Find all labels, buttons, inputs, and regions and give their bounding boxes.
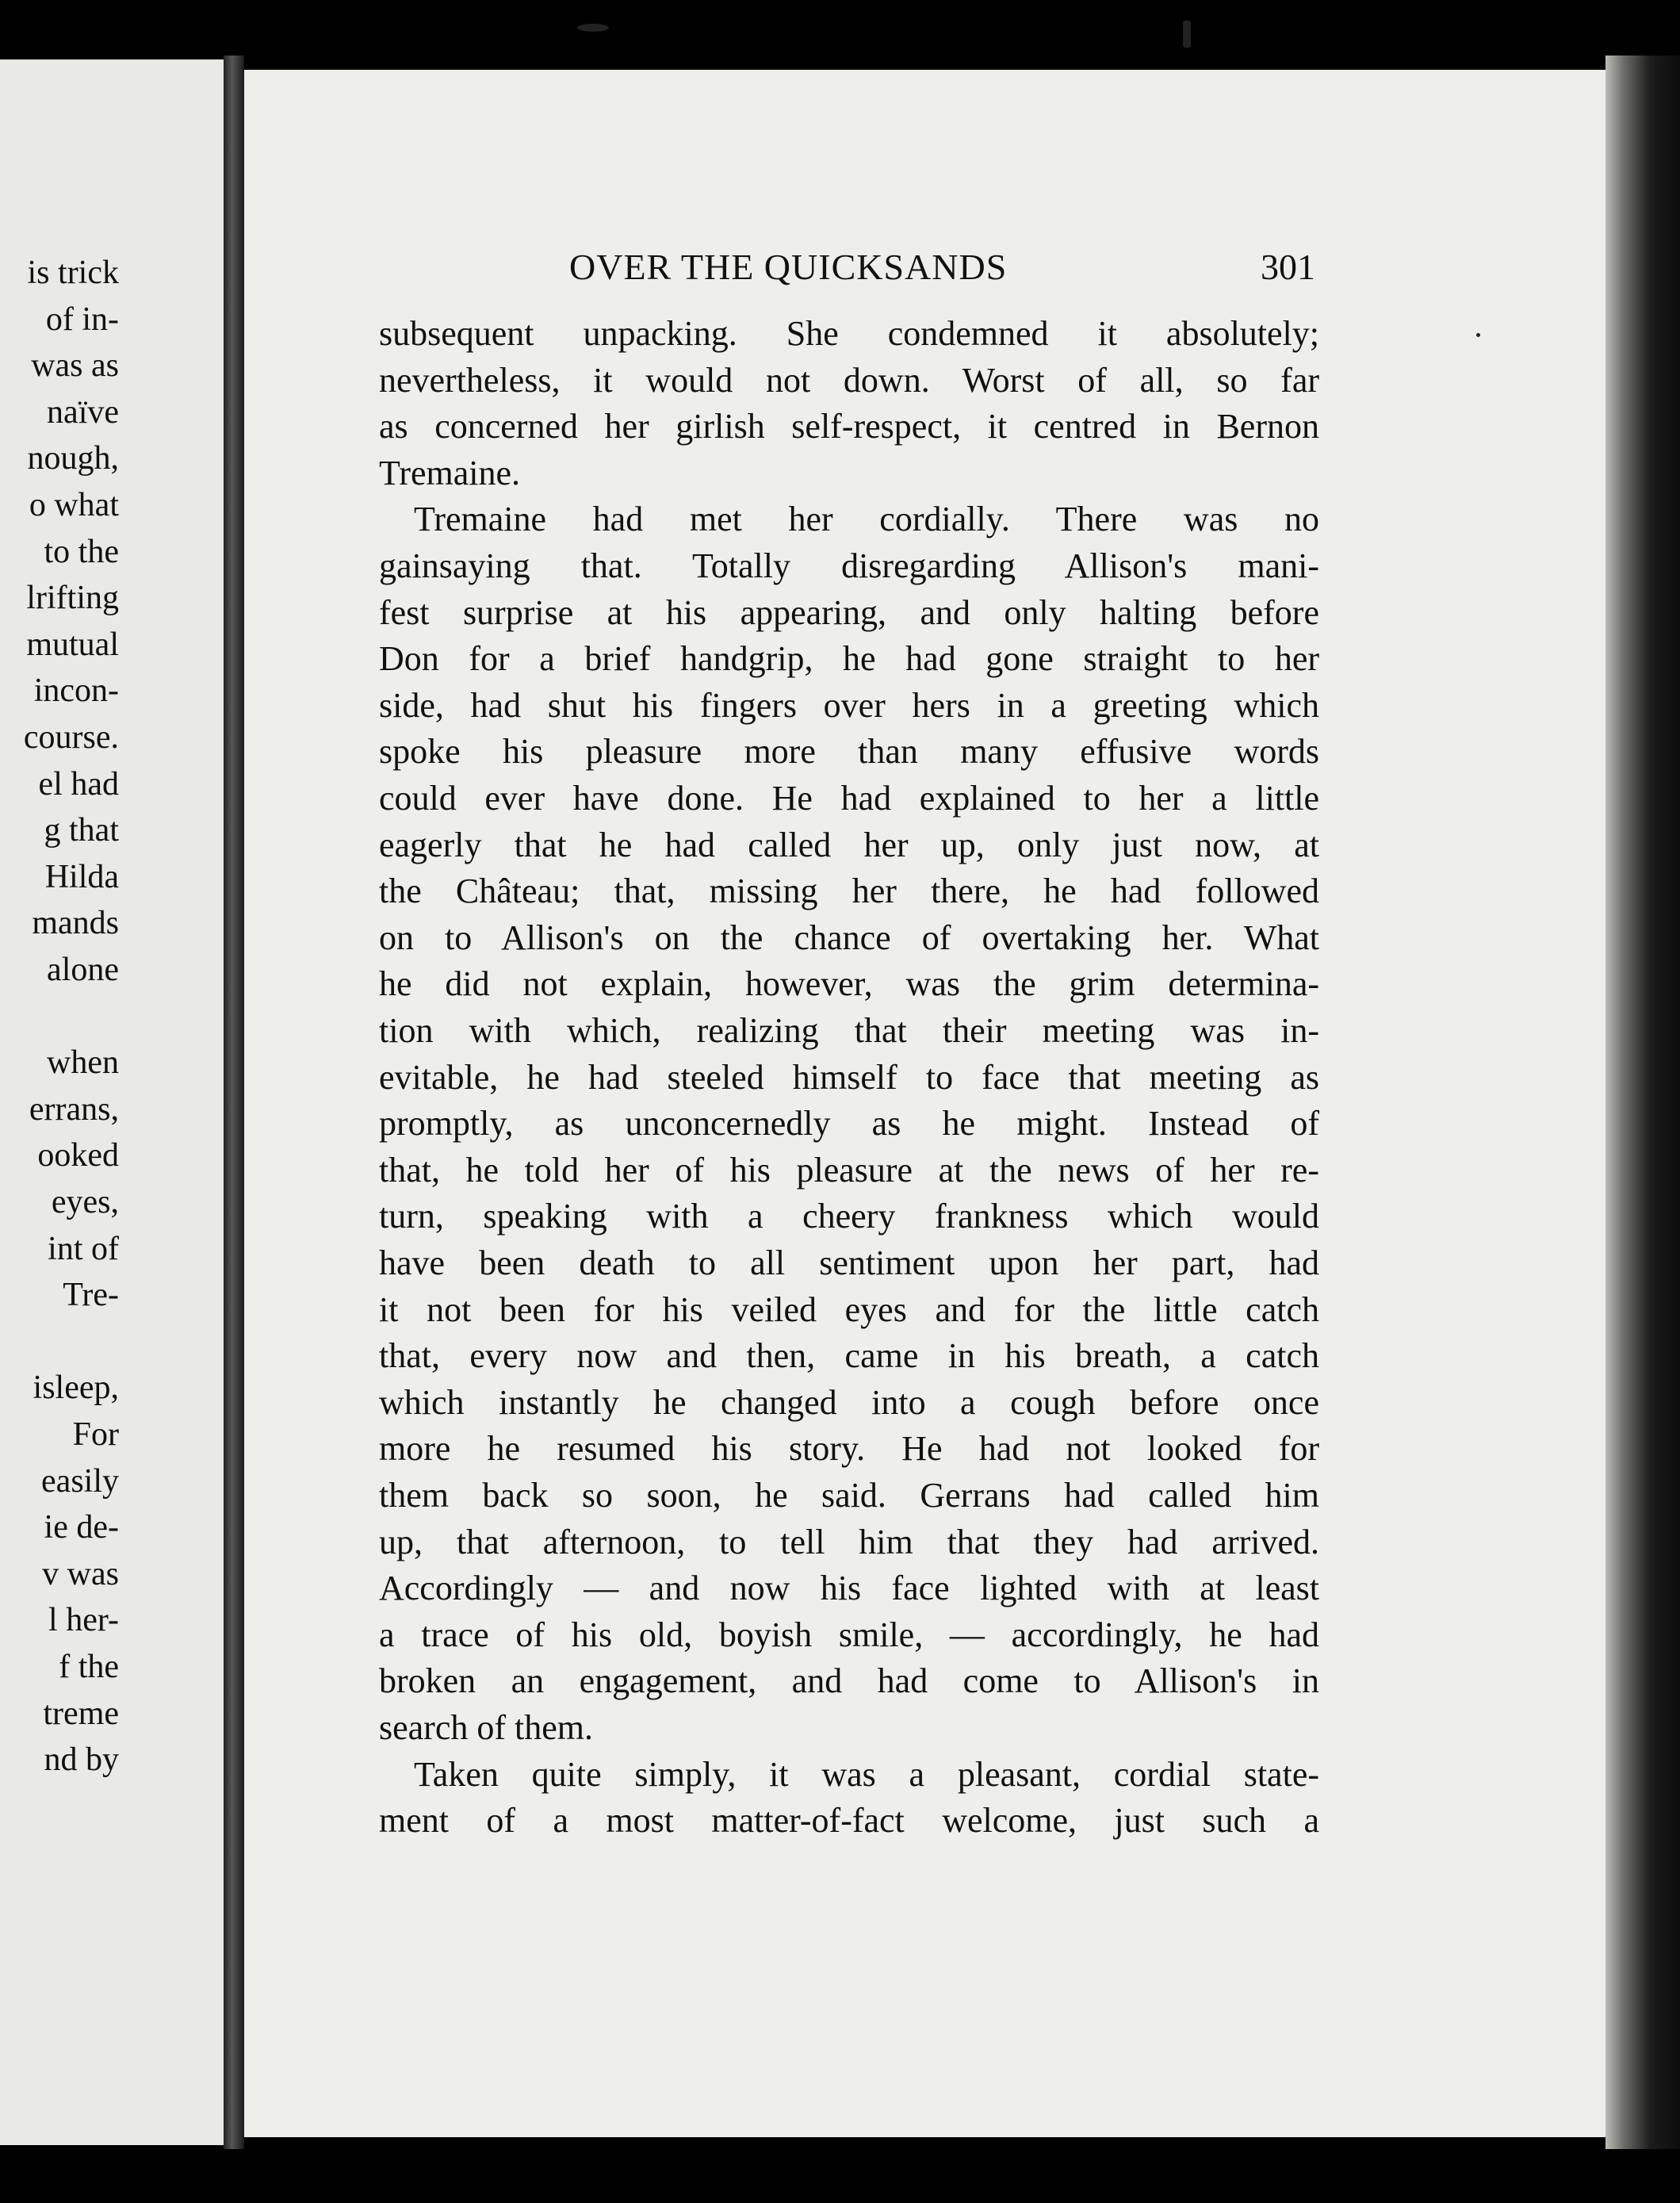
left-page-line: l her- (48, 1602, 119, 1639)
body-text-line: as concerned her girlish self-respect, it centred in Bernon (379, 407, 1319, 446)
left-page-line: mands (32, 905, 119, 942)
body-text-line: a trace of his old, boyish smile, — accordingly, he had (379, 1615, 1319, 1654)
body-text-line: the Château; that, missing her there, he had followed (379, 872, 1319, 911)
left-page-line: Hilda (44, 858, 119, 895)
left-page-line: lrifting (26, 580, 119, 617)
left-facing-page (0, 59, 224, 2145)
body-text-line: Don for a brief handgrip, he had gone straight to her (379, 639, 1319, 679)
scan-speck (577, 24, 609, 32)
scan-speck (1183, 21, 1191, 48)
left-page-line: easily (41, 1462, 119, 1500)
body-text-line: Tremaine had met her cordially. There was no (414, 500, 1319, 539)
running-head: OVER THE QUICKSANDS (569, 247, 1008, 287)
left-page-line: f the (59, 1649, 119, 1685)
body-text-line: that, he told her of his pleasure at the news of her re- (379, 1150, 1319, 1190)
body-text-line: broken an engagement, and had come to Allison's in (379, 1661, 1319, 1701)
body-text-line: that, every now and then, came in his breath, a catch (379, 1336, 1319, 1376)
left-page-line: nd by (44, 1741, 119, 1779)
book-gutter (224, 56, 244, 2149)
body-text-line: have been death to all sentiment upon her part, had (379, 1243, 1319, 1282)
left-page-line: int of (48, 1230, 119, 1267)
left-page-line: was as (31, 347, 119, 385)
left-page-line: o what (29, 487, 119, 523)
left-page-line: alone (47, 952, 119, 988)
body-text-line: could ever have done. He had explained to her a little (379, 779, 1319, 818)
left-page-line: naïve (47, 393, 119, 431)
body-text-line: promptly, as unconcernedly as he might. Instead of (379, 1104, 1319, 1144)
body-text-line: spoke his pleasure more than many effusive words (379, 732, 1319, 772)
body-text-line: ment of a most matter-of-fact welcome, just such a (379, 1801, 1319, 1841)
scan-speck (1476, 333, 1480, 337)
left-page-line: course. (23, 719, 119, 756)
body-text-line: them back so soon, he said. Gerrans had called him (379, 1476, 1319, 1515)
left-page-line: when (47, 1044, 119, 1082)
left-page-line: el had (38, 765, 119, 803)
left-page-line: v was (42, 1555, 119, 1592)
body-text-line: side, had shut his fingers over hers in a greeting which (379, 685, 1319, 725)
left-page-line: g that (44, 812, 119, 849)
body-text-line: search of them. (379, 1708, 593, 1747)
body-text-line: which instantly he changed into a cough before once (379, 1382, 1319, 1422)
left-page-line: For (72, 1416, 119, 1453)
body-text-line: Taken quite simply, it was a pleasant, cordial state- (414, 1754, 1319, 1794)
page-number: 301 (1261, 247, 1315, 287)
body-text-line: Tremaine. (379, 453, 521, 492)
left-page-line: ooked (37, 1137, 119, 1174)
left-page-line: treme (43, 1695, 119, 1732)
body-text-line: turn, speaking with a cheery frankness which would (379, 1197, 1319, 1236)
body-text-line: Accordingly — and now his face lighted with at least (379, 1569, 1319, 1608)
body-text-line: it not been for his veiled eyes and for the little catch (379, 1289, 1319, 1329)
body-text-line: on to Allison's on the chance of overtaking her. What (379, 918, 1319, 957)
body-text-line: gainsaying that. Totally disregarding Allison's mani- (379, 546, 1319, 585)
body-text-line: he did not explain, however, was the grim determina- (379, 964, 1319, 1004)
left-page-line: isleep, (33, 1370, 119, 1407)
left-page-line: mutual (26, 626, 119, 663)
left-page-line: to the (44, 533, 119, 570)
body-text-line: evitable, he had steeled himself to face that meeting as (379, 1057, 1319, 1097)
body-text-line: fest surprise at his appearing, and only halting before (379, 592, 1319, 632)
left-page-line: incon- (33, 672, 119, 710)
body-text-line: eagerly that he had called her up, only just now, at (379, 825, 1319, 864)
body-text-line: nevertheless, it would not down. Worst of all, so far (379, 360, 1319, 400)
left-page-line: of in- (45, 301, 119, 338)
body-text-line: subsequent unpacking. She condemned it absolutely; (379, 314, 1319, 353)
body-text-line: tion with which, realizing that their meeting was in- (379, 1011, 1319, 1050)
left-page-line: nough, (27, 440, 119, 477)
left-page-line: errans, (29, 1090, 119, 1128)
body-text-line: up, that afternoon, to tell him that they had arrived. (379, 1522, 1319, 1561)
left-page-line: is trick (27, 255, 119, 291)
left-page-line: Tre- (63, 1277, 119, 1314)
page-edge (1605, 56, 1680, 2149)
left-page-line: eyes, (51, 1184, 119, 1220)
body-text-line: more he resumed his story. He had not looked for (379, 1429, 1319, 1469)
left-page-line: ie de- (44, 1509, 119, 1546)
